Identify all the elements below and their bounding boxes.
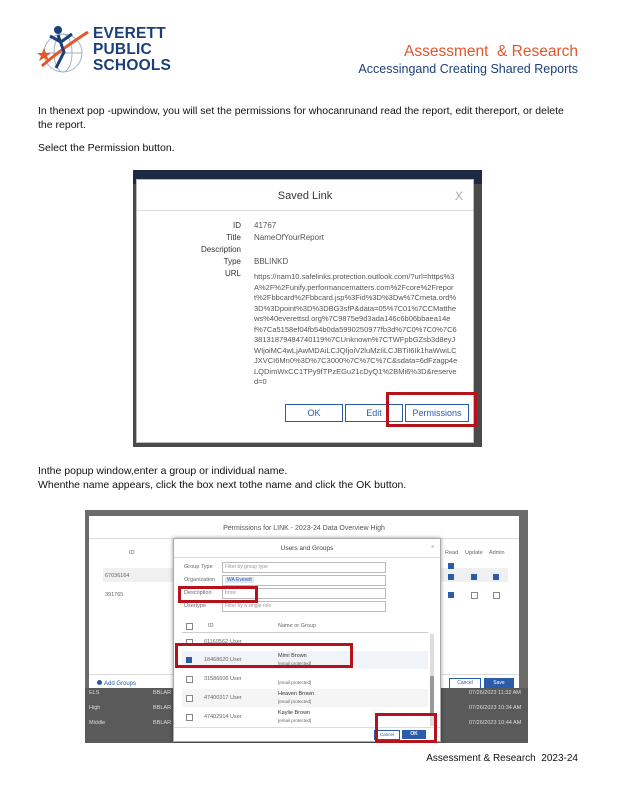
add-groups-label: Add Groups bbox=[104, 681, 137, 687]
close-icon[interactable]: X bbox=[454, 189, 463, 203]
users-groups-dialog bbox=[173, 538, 441, 742]
logo-text-line-1: EVERETT bbox=[93, 25, 166, 42]
usertype-select[interactable]: Filter by a single role bbox=[222, 601, 386, 612]
globe-logo-icon bbox=[36, 20, 96, 80]
page-footer: Assessment & Research 2023-24 bbox=[426, 753, 578, 764]
row-email: [email protected] bbox=[278, 699, 312, 704]
logo-text-line-2: PUBLIC bbox=[93, 41, 152, 58]
bg-row-date: 07/26/2023 11:32 AM bbox=[469, 690, 521, 696]
edit-button[interactable]: Edit bbox=[345, 404, 403, 422]
field-label-title: Title bbox=[226, 233, 241, 242]
bg-row-type: BBLAR bbox=[153, 705, 172, 711]
filter-label-organization: Organization bbox=[184, 577, 216, 583]
checkbox-read[interactable] bbox=[448, 574, 454, 580]
row-name: Mimi Brown bbox=[278, 653, 307, 659]
row-id: 47400317 bbox=[204, 695, 229, 701]
column-name-or-group: Name or Group bbox=[278, 623, 316, 629]
logo-text-line-3: SCHOOLS bbox=[93, 57, 172, 74]
row-id: 391765 bbox=[105, 592, 124, 598]
checkbox-read[interactable] bbox=[448, 563, 454, 569]
row-name: Kaylie Brown bbox=[278, 710, 311, 716]
row-type: User bbox=[230, 639, 242, 645]
bg-row-type: BBLAR bbox=[153, 720, 172, 726]
row-type: User bbox=[230, 676, 242, 682]
field-value-type: BBLINKD bbox=[254, 257, 289, 266]
bg-row-label: High bbox=[89, 705, 101, 711]
field-label-id: ID bbox=[233, 221, 241, 230]
field-value-url[interactable]: https://nam10.safelinks.protection.outlook.com/?url=https%3A%2F%2Funify.performancematters.com%2Fcore%2Freport%2Fbbcard%2Fbbcard.jsp%3Fid%3D%3Dw%7Cmeta.ord%3D%3Dpoint%3D%3DBG3sfP&data=05%7C01%7CCMatthews%40everettsd.org%7C9875e9d3ada146c6b06bbaea14ef%7Ca5158ef04fb54b0da5990250977fb3d%7C0%7C0%7C638131879484740119%7CUnknown%7CTWFpbGZsb3d8eyJWIjoiMC4wLjAwMDAiLCJQIjoiV2luMzIiLCJBTiI6Ik1haWwiLCJXVCI6Mn0%3D%7C3000%7C%7C%7C&sdata=6dFzagp4eLQDimWxCC1TPy9fTPzEGu21cDyQ1%2BMi6%3D&reserved=0 bbox=[254, 272, 458, 386]
header-title: Assessment & Research bbox=[403, 43, 578, 60]
column-admin: Admin bbox=[489, 550, 505, 556]
filter-label-group-type: Group Type bbox=[184, 564, 213, 570]
checkbox-update[interactable] bbox=[471, 574, 477, 580]
row-checkbox[interactable] bbox=[186, 676, 193, 683]
group-type-input[interactable]: Filter by group type bbox=[222, 562, 386, 573]
permissions-button[interactable]: Permissions bbox=[405, 404, 469, 422]
list-item[interactable] bbox=[182, 689, 428, 707]
saved-link-screenshot bbox=[133, 170, 482, 447]
row-type: User bbox=[230, 695, 242, 701]
ok-button[interactable]: OK bbox=[285, 404, 343, 422]
field-label-type: Type bbox=[223, 257, 241, 266]
permissions-dialog-title: Permissions for LINK - 2023-24 Data Overview High bbox=[223, 525, 385, 532]
scrollbar-thumb[interactable] bbox=[430, 676, 434, 716]
row-id: 18468620 bbox=[204, 657, 229, 663]
bg-row-label: Middle bbox=[89, 720, 106, 726]
checkbox-read[interactable] bbox=[448, 592, 454, 598]
instruction-check-box: Whenthe name appears, click the box next tothe name and click the OK button. bbox=[38, 479, 407, 491]
instruction-select-permission: Select the Permission button. bbox=[38, 142, 175, 154]
instruction-enter-name: Inthe popup window,enter a group or individual name. bbox=[38, 465, 288, 477]
select-all-checkbox[interactable] bbox=[186, 623, 193, 630]
checkbox-admin[interactable] bbox=[493, 574, 499, 580]
row-checkbox[interactable] bbox=[186, 714, 193, 721]
permissions-save-button[interactable]: Save bbox=[484, 678, 514, 688]
filter-label-usertype: Usertype bbox=[184, 603, 207, 609]
list-item[interactable] bbox=[182, 670, 428, 688]
column-update: Update bbox=[465, 550, 483, 556]
users-ok-button[interactable]: OK bbox=[402, 730, 426, 739]
users-cancel-button[interactable]: Cancel bbox=[374, 730, 400, 740]
highlight-permissions-button bbox=[386, 392, 477, 427]
bg-row-date: 07/26/2023 10:34 AM bbox=[469, 705, 522, 711]
row-id: 67036164 bbox=[105, 573, 130, 579]
column-id: ID bbox=[208, 623, 214, 629]
close-icon[interactable]: x bbox=[431, 544, 434, 550]
field-label-url: URL bbox=[224, 269, 241, 278]
row-name: Heaven Brown bbox=[278, 691, 315, 697]
description-input[interactable]: brow bbox=[222, 588, 386, 599]
bg-row-label: ELS bbox=[89, 690, 100, 696]
field-value-id: 41767 bbox=[254, 221, 277, 230]
dialog-title: Saved Link bbox=[277, 190, 333, 202]
permissions-screenshot bbox=[85, 510, 528, 743]
row-email: [email protected] bbox=[278, 680, 312, 685]
row-email: [email protected] bbox=[278, 718, 312, 723]
header-subtitle: Accessingand Creating Shared Reports bbox=[358, 62, 578, 76]
district-logo bbox=[36, 20, 186, 80]
highlight-ok-button bbox=[375, 713, 437, 743]
divider bbox=[137, 210, 473, 211]
plus-circle-icon bbox=[97, 680, 102, 685]
instruction-permissions: In thenext pop -upwindow, you will set the permissions for whocanrunand read the report, edit thereport, or delete the report. bbox=[38, 105, 564, 131]
checkbox-update[interactable] bbox=[471, 592, 478, 599]
bg-row-date: 07/26/2023 10:44 AM bbox=[469, 720, 522, 726]
highlight-description-field bbox=[178, 586, 258, 603]
field-label-description: Description bbox=[200, 245, 241, 254]
users-groups-title: Users and Groups bbox=[280, 545, 334, 552]
field-value-title: NameOfYourReport bbox=[254, 233, 324, 242]
row-email: [email protected] bbox=[278, 661, 312, 666]
organization-tag: WA Everett bbox=[227, 577, 252, 583]
column-id: ID bbox=[129, 550, 135, 556]
row-checkbox[interactable] bbox=[186, 695, 193, 702]
organization-input[interactable] bbox=[222, 575, 386, 586]
row-type: User bbox=[230, 657, 242, 663]
row-id: 47402914 bbox=[204, 714, 229, 720]
row-id: 31586606 bbox=[204, 676, 229, 682]
row-type: User bbox=[230, 714, 242, 720]
bg-row-type: BBLAR bbox=[153, 690, 172, 696]
column-read: Read bbox=[445, 550, 459, 556]
divider bbox=[174, 557, 440, 558]
filter-label-description: Description bbox=[184, 590, 212, 596]
add-groups-link[interactable] bbox=[97, 680, 136, 687]
permissions-cancel-button[interactable]: Cancel bbox=[449, 678, 481, 689]
divider bbox=[182, 632, 428, 633]
row-id: 61160562 bbox=[204, 639, 229, 645]
highlight-selected-user bbox=[175, 643, 353, 668]
checkbox-admin[interactable] bbox=[493, 592, 500, 599]
